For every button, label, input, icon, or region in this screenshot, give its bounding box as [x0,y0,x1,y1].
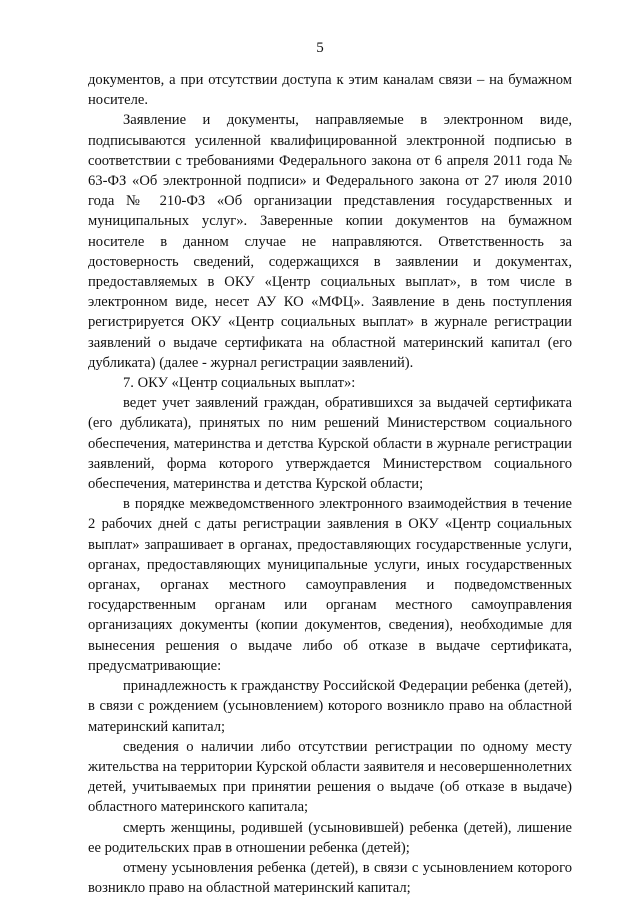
paragraph-citizenship: принадлежность к гражданству Российской Федерации ребенка (детей), в связи с рождением (усыновлением) которого возникло право на областной материнский капитал; [88,678,572,735]
paragraph-interagency-request: в порядке межведомственного электронного взаимодействия в течение 2 рабочих дней с даты регистрации заявления в ОКУ «Центр социальных выплат» запрашивает в органах, предоставляющих государственные услуги, органах, предоставляющих муниципальные услуги, иных государственных органах, органах местного самоуправления и подведомственных государственным органам или органам местного самоуправления организациях документы (копии документов, сведения), необходимые для вынесения решения о выдаче либо об отказе в выдаче сертификата, предусматривающие: [88,496,572,674]
document-body [88,70,572,898]
paragraph-electronic-signature: Заявление и документы, направляемые в электронном виде, подписываются усиленной квалифицированной электронной подписью в соответствии с требованиями Федерального закона от 6 апреля 2011 года № 63-ФЗ «Об электронной подписи» и Федерального закона от 27 июля 2010 года № 210-ФЗ «Об организации представления государственных и муниципальных услуг». Заверенные копии документов на бумажном носителе в данном случае не направляются. Ответственность за достоверность сведений, содержащихся в заявлении и документах, предоставляемых в ОКУ «Центр социальных выплат», в том числе в электронном виде, несет АУ КО «МФЦ». Заявление в день поступления регистрируется ОКУ «Центр социальных выплат» в журнале регистрации заявлений о выдаче сертификата на областной материнский капитал (его дубликата) (далее - журнал регистрации заявлений). [88,112,572,371]
paragraph-item-7-heading: 7. ОКУ «Центр социальных выплат»: [123,375,356,392]
page-number: 5 [316,40,324,56]
paragraph-record-keeping: ведет учет заявлений граждан, обратившихся за выдачей сертификата (его дубликата), принятых по ним решений Министерством социального обеспечения, материнства и детства Курской области в журнале регистрации заявлений, форма которого утверждается Министерством социального обеспечения, материнства и детства Курской области; [88,395,572,493]
paragraph-continuation: документов, а при отсутствии доступа к этим каналам связи – на бумажном носителе. [88,72,572,109]
paragraph-adoption-cancellation: отмену усыновления ребенка (детей), в связи с усыновлением которого возникло право на областной материнский капитал; [88,859,572,897]
paragraph-residence-registration: сведения о наличии либо отсутствии регистрации по одному месту жительства на территории Курской области заявителя и несовершеннолетних детей, учитываемых при принятии решения о выдаче (об отказе в выдаче) областного материнского капитала; [88,738,572,816]
paragraph-death-deprivation: смерть женщины, родившей (усыновившей) ребенка (детей), лишение ее родительских прав в отношении ребенка (детей); [88,819,572,856]
